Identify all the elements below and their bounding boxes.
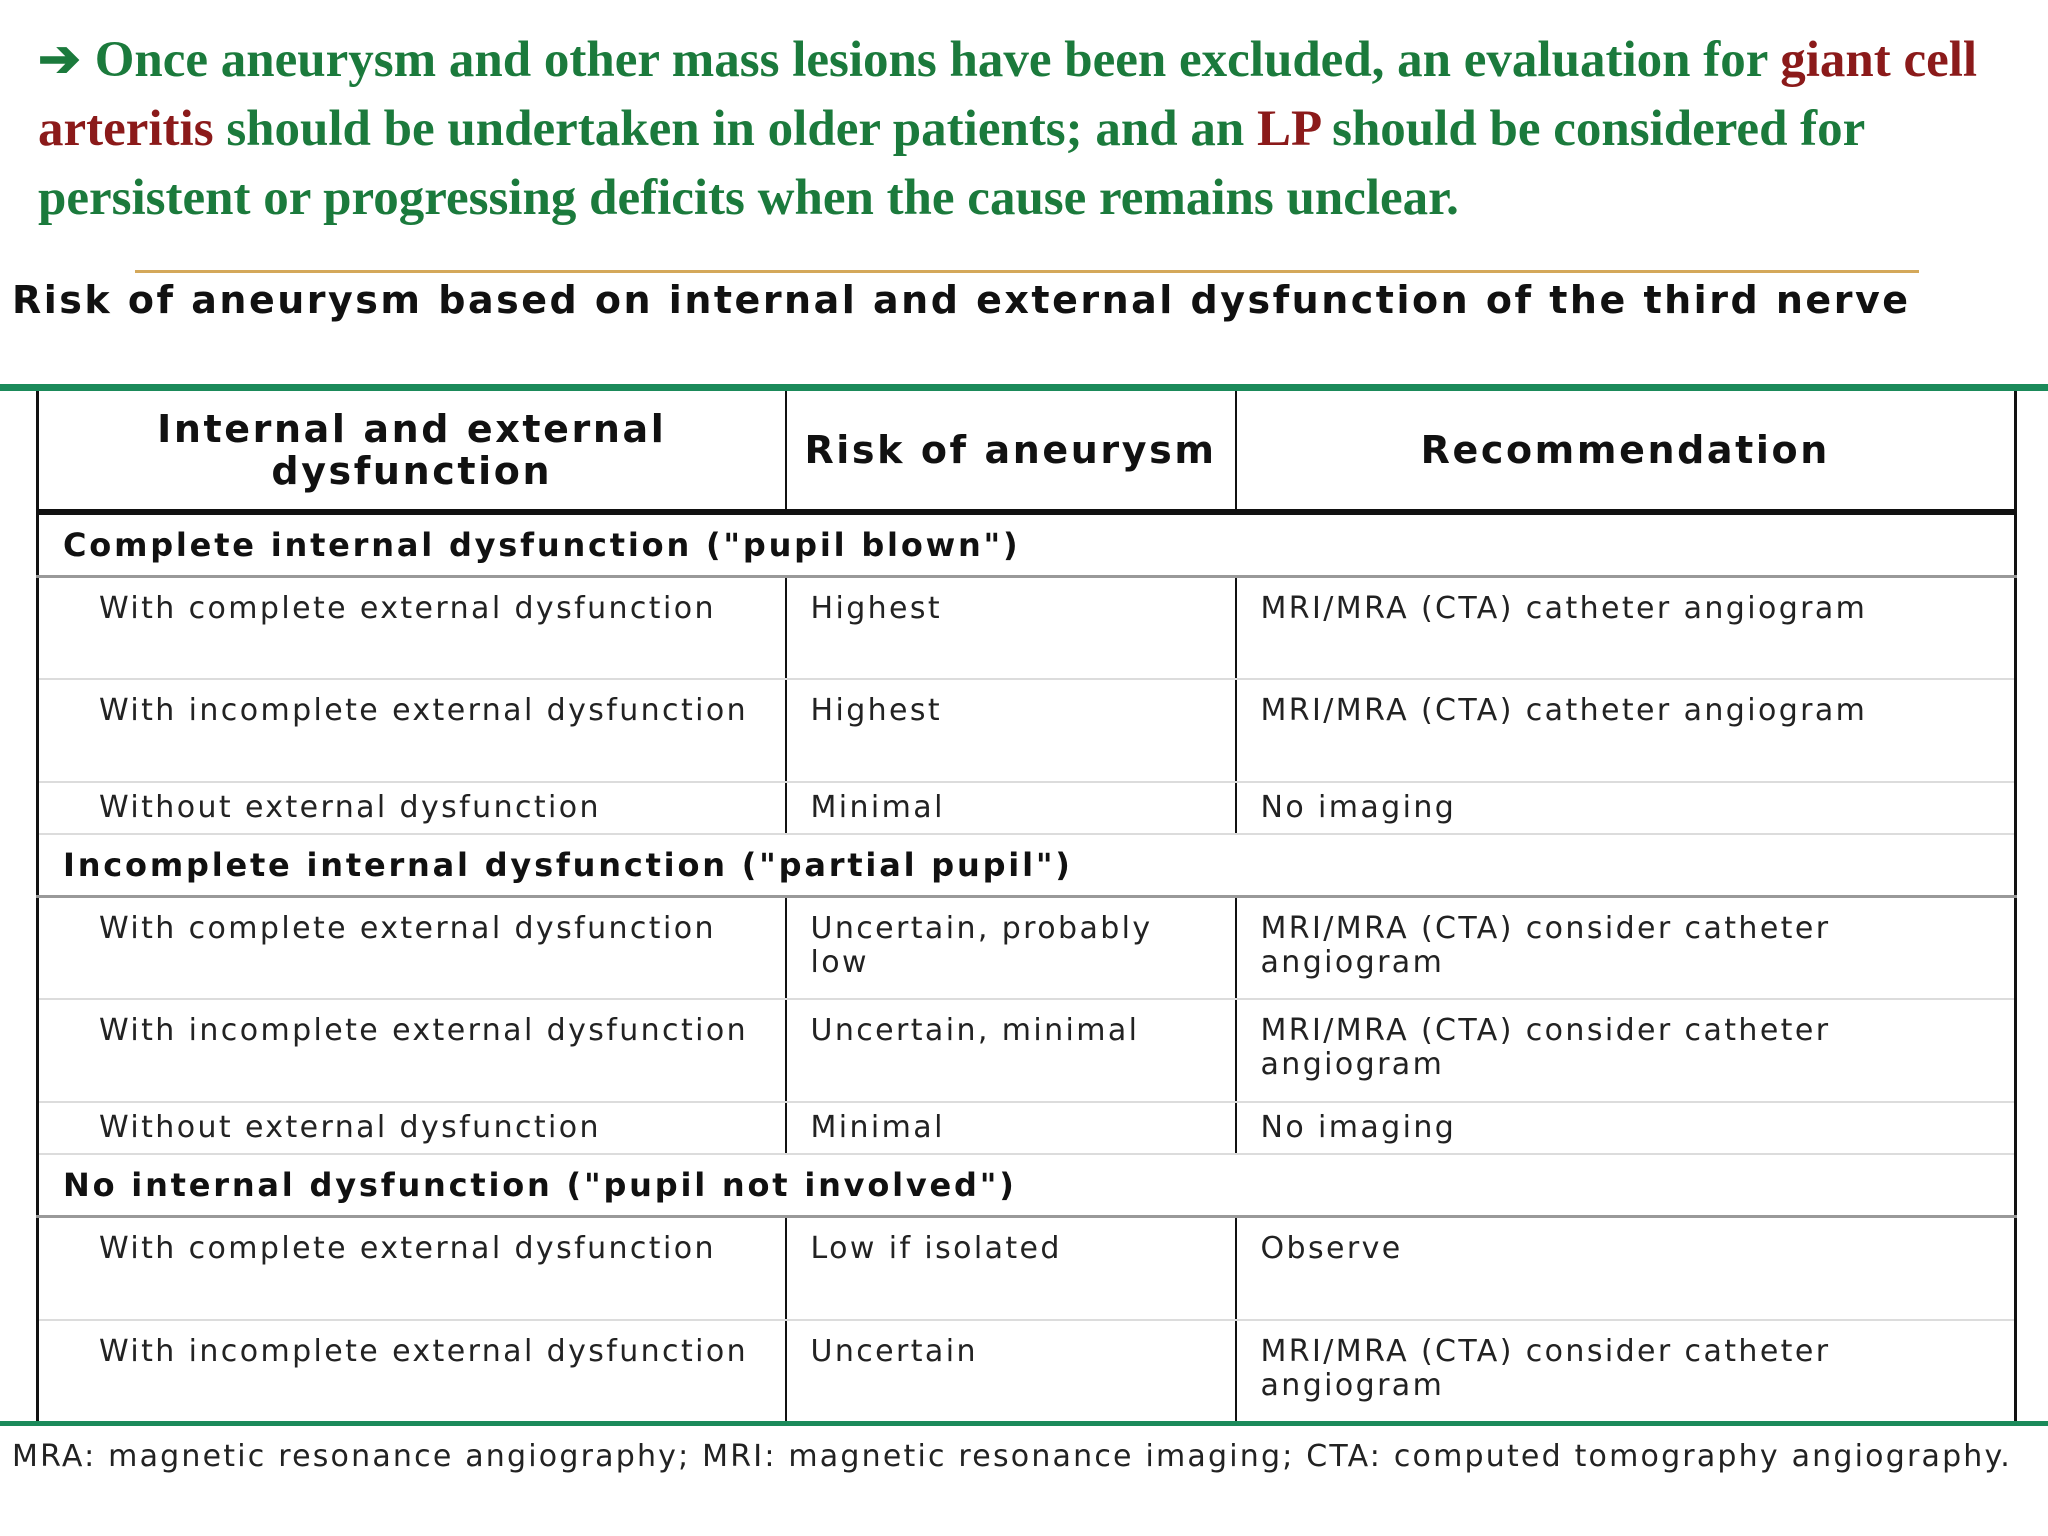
cell-risk: Minimal (786, 1102, 1236, 1155)
header-dysfunction: Internal and external dysfunction (38, 391, 786, 512)
cell-recommendation: Observe (1236, 1217, 2016, 1320)
table-row (38, 577, 2016, 680)
cell-dysfunction: With complete external dysfunction (38, 577, 786, 680)
intro-text-1: Once aneurysm and other mass lesions have been excluded, an evaluation for (94, 32, 1768, 88)
cell-recommendation: MRI/MRA (CTA) consider catheter angiogram (1236, 897, 2016, 1000)
group-row (38, 1154, 2016, 1216)
intro-text-2: should be undertaken in older patients; and an (226, 101, 1245, 157)
table-footnote: MRA: magnetic resonance angiography; MRI: magnetic resonance imaging; CTA: computed tomography angiography. (12, 1439, 2012, 1474)
cell-dysfunction: With complete external dysfunction (38, 897, 786, 1000)
highlight-lp: LP (1256, 101, 1320, 157)
table-row (38, 1217, 2016, 1320)
cell-dysfunction: With complete external dysfunction (38, 1217, 786, 1320)
table-row (38, 782, 2016, 835)
table-header-row (38, 391, 2016, 512)
green-divider-bottom (0, 1421, 2048, 1426)
cell-recommendation: MRI/MRA (CTA) catheter angiogram (1236, 679, 2016, 781)
cell-recommendation: MRI/MRA (CTA) catheter angiogram (1236, 577, 2016, 680)
cell-recommendation: MRI/MRA (CTA) consider catheter angiogram (1236, 999, 2016, 1101)
cell-risk: Minimal (786, 782, 1236, 835)
cell-risk: Highest (786, 679, 1236, 781)
table-row (38, 1320, 2016, 1421)
cell-risk: Uncertain (786, 1320, 1236, 1421)
cell-recommendation: No imaging (1236, 782, 2016, 835)
cell-dysfunction: With incomplete external dysfunction (38, 1320, 786, 1421)
table-row (38, 679, 2016, 781)
arrow-right-icon: ➔ (38, 32, 81, 88)
green-divider-top (0, 384, 2048, 391)
group-row (38, 512, 2016, 577)
cell-dysfunction: With incomplete external dysfunction (38, 679, 786, 781)
intro-paragraph (38, 26, 2028, 233)
table-row (38, 1102, 2016, 1155)
table-row (38, 999, 2016, 1101)
header-risk: Risk of aneurysm (786, 391, 1236, 512)
cell-dysfunction: Without external dysfunction (38, 1102, 786, 1155)
highlight-giant-cell-arteritis: giant cell arteritis (38, 32, 1978, 157)
cell-recommendation: MRI/MRA (CTA) consider catheter angiogram (1260, 1333, 1831, 1403)
cell-recommendation: No imaging (1236, 1102, 2016, 1155)
intro-text-3: should be considered for persistent or progressing deficits when the cause remains unclear. (38, 101, 1865, 226)
cell-risk: Low if isolated (786, 1217, 1236, 1320)
group-label: Complete internal dysfunction ("pupil blown") (38, 512, 2016, 577)
cell-dysfunction: With incomplete external dysfunction (38, 999, 786, 1101)
cell-dysfunction: Without external dysfunction (38, 782, 786, 835)
table-row (38, 897, 2016, 1000)
cell-risk: Uncertain, probably low (786, 897, 1236, 1000)
header-recommendation: Recommendation (1236, 391, 2016, 512)
cell-risk: Uncertain, minimal (786, 999, 1236, 1101)
group-label: Incomplete internal dysfunction ("partial pupil") (38, 834, 2016, 896)
group-row (38, 834, 2016, 896)
aneurysm-risk-table (36, 391, 2017, 1421)
cell-risk: Highest (786, 577, 1236, 680)
gold-divider (135, 270, 1919, 273)
group-label: No internal dysfunction ("pupil not involved") (38, 1154, 2016, 1216)
table-title: Risk of aneurysm based on internal and external dysfunction of the third nerve (12, 278, 1911, 322)
